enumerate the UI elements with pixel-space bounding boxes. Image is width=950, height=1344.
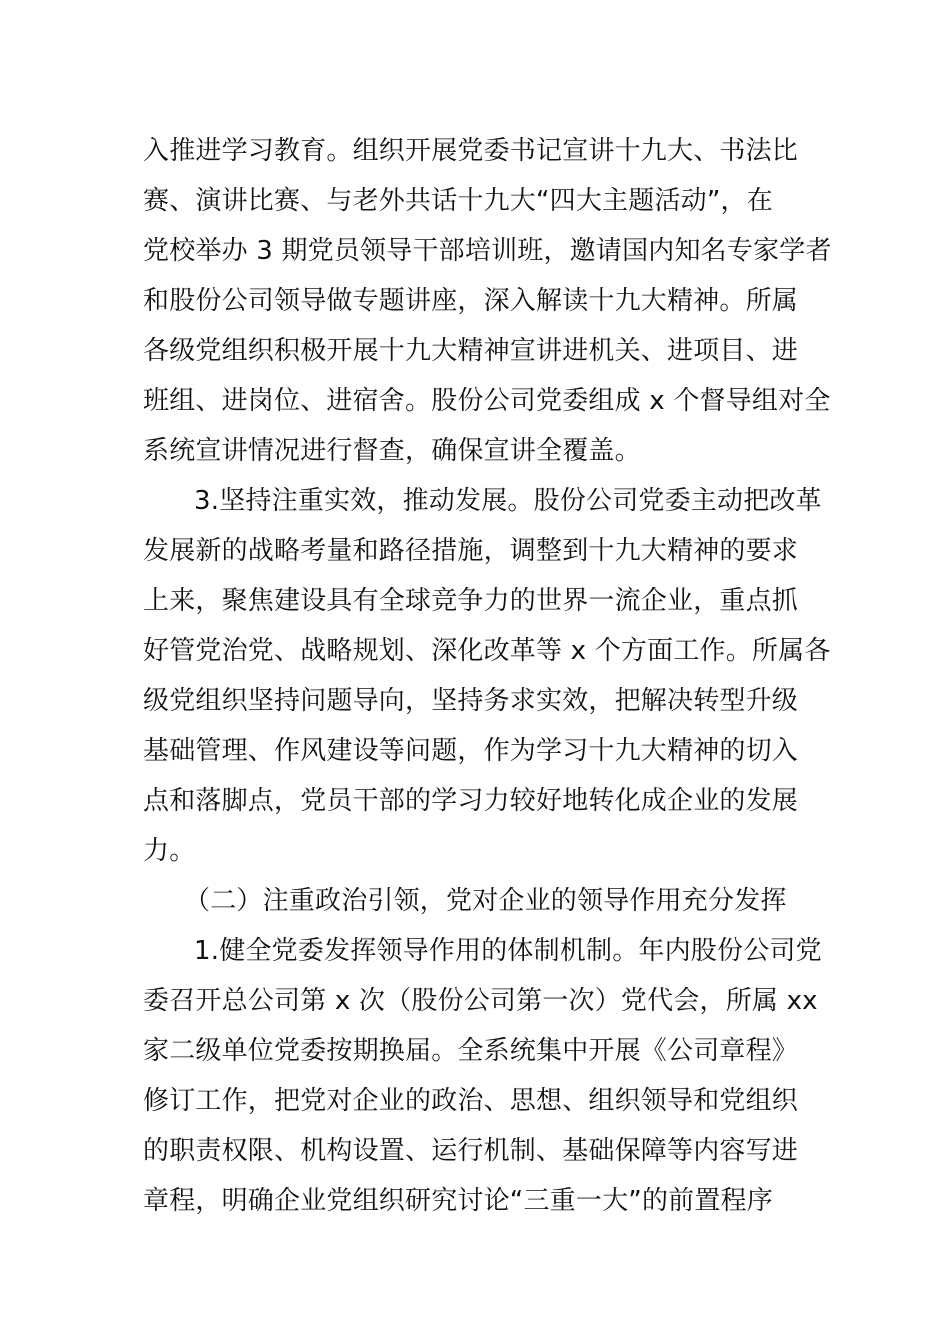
paragraph-line: 章程，明确企业党组织研究讨论“三重一大”的前置程序 [143,1186,773,1216]
paragraph-line: 委召开总公司第 x 次（股份公司第一次）党代会，所属 xx [143,986,818,1016]
paragraph-line: 党校举办 3 期党员领导干部培训班，邀请国内知名专家学者 [143,236,832,266]
section-heading-line: 1.健全党委发挥领导作用的体制机制。年内股份公司党 [194,936,822,966]
paragraph-line: 赛、演讲比赛、与老外共话十九大“四大主题活动”，在 [143,186,773,216]
paragraph-line: 各级党组织积极开展十九大精神宣讲进机关、进项目、进 [143,336,799,366]
paragraph-line: 班组、进岗位、进宿舍。股份公司党委组成 x 个督导组对全 [143,386,831,416]
paragraph-line: 和股份公司领导做专题讲座，深入解读十九大精神。所属 [143,286,799,316]
section-heading-line: 3.坚持注重实效，推动发展。股份公司党委主动把改革 [194,486,822,516]
paragraph-line: 发展新的战略考量和路径措施，调整到十九大精神的要求 [143,536,799,566]
paragraph-line: 入推进学习教育。组织开展党委书记宣讲十九大、书法比 [143,136,799,166]
paragraph-line: 家二级单位党委按期换届。全系统集中开展《公司章程》 [143,1036,799,1066]
paragraph-line: 级党组织坚持问题导向，坚持务求实效，把解决转型升级 [143,686,799,716]
paragraph-line: 系统宣讲情况进行督查，确保宣讲全覆盖。 [143,436,641,466]
paragraph-line: 点和落脚点，党员干部的学习力较好地转化成企业的发展 [143,786,799,816]
paragraph-line: 基础管理、作风建设等问题，作为学习十九大精神的切入 [143,736,799,766]
paragraph-line: 上来，聚焦建设具有全球竞争力的世界一流企业，重点抓 [143,586,799,616]
paragraph-line: 力。 [143,836,196,866]
paragraph-line: 好管党治党、战略规划、深化改革等 x 个方面工作。所属各 [143,636,831,666]
paragraph-line: 的职责权限、机构设置、运行机制、基础保障等内容写进 [143,1136,799,1166]
paragraph-line: 修订工作，把党对企业的政治、思想、组织领导和党组织 [143,1086,799,1116]
subheading-line: （二）注重政治引领，党对企业的领导作用充分发挥 [184,886,787,916]
